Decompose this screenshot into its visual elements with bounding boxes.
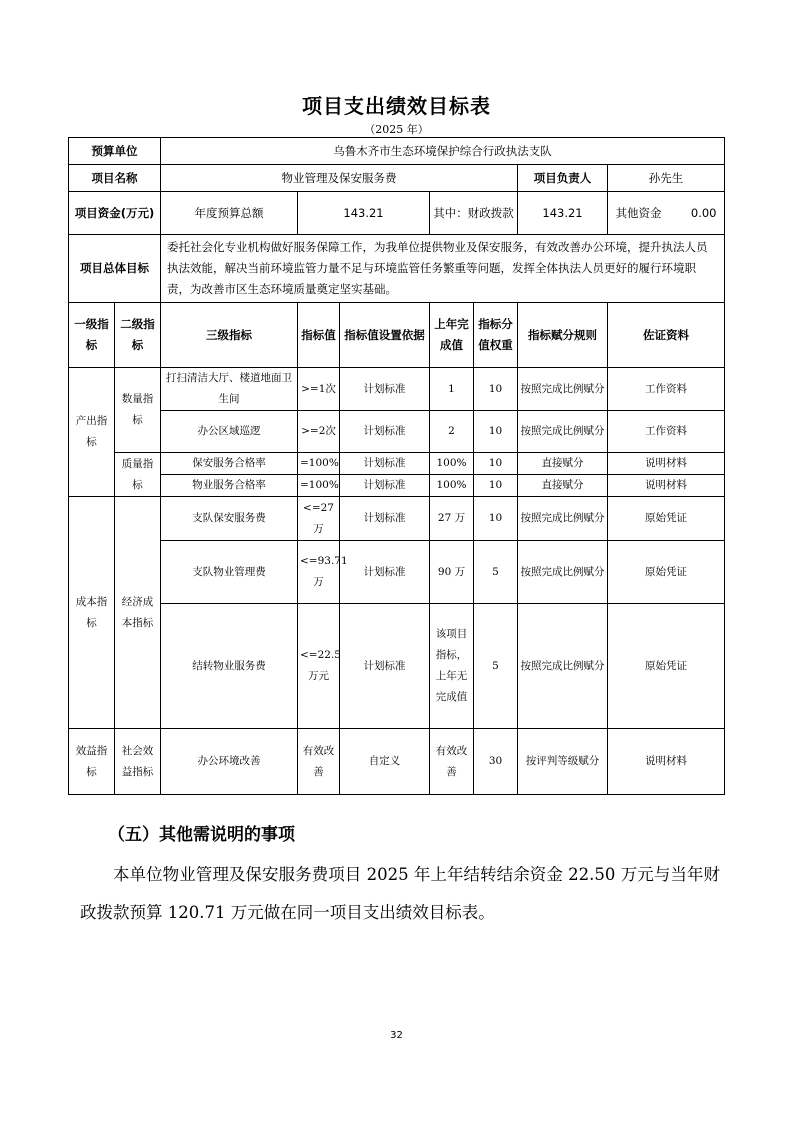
cell-name: 保安服务合格率 (161, 453, 298, 475)
cell-basis: 计划标准 (340, 453, 430, 475)
cell-name: 物业服务合格率 (161, 475, 298, 497)
group-quality: 质量指标 (115, 453, 161, 497)
cell-basis: 计划标准 (340, 604, 430, 729)
cell-basis: 计划标准 (340, 475, 430, 497)
page-title: 项目支出绩效目标表 (302, 94, 491, 118)
other-funds-value: 0.00 (690, 205, 717, 220)
table-row (69, 411, 725, 453)
cell-value: <=93.71 万 (298, 541, 340, 604)
project-name-label: 项目名称 (69, 165, 161, 192)
cell-rule: 按评判等级赋分 (518, 729, 608, 795)
table-row (69, 541, 725, 604)
cell-weight: 5 (474, 604, 518, 729)
cell-basis: 自定义 (340, 729, 430, 795)
group-benefit: 效益指标 (69, 729, 115, 795)
table-row (69, 453, 725, 475)
page-number: 32 (390, 1030, 403, 1041)
budget-unit-value: 乌鲁木齐市生态环境保护综合行政执法支队 (161, 138, 725, 165)
group-social-benefit: 社会效益指标 (115, 729, 161, 795)
cell-rule: 按照完成比例赋分 (518, 604, 608, 729)
annual-total-label: 年度预算总额 (161, 192, 298, 235)
table-row (69, 368, 725, 411)
table-row (69, 475, 725, 497)
cell-name: 打扫清洁大厅、楼道地面卫生间 (161, 368, 298, 411)
col-last-year: 上年完成值 (430, 303, 474, 368)
cell-last: 该项目指标，上年无完成值 (430, 604, 474, 729)
cell-name: 办公区域巡逻 (161, 411, 298, 453)
annual-total-value: 143.21 (298, 192, 430, 235)
cell-last: 27 万 (430, 497, 474, 541)
cell-weight: 5 (474, 541, 518, 604)
cell-basis: 计划标准 (340, 497, 430, 541)
cell-weight: 10 (474, 411, 518, 453)
col-level3: 三级指标 (161, 303, 298, 368)
cell-evidence: 工作资料 (608, 411, 725, 453)
group-cost: 成本指标 (69, 497, 115, 729)
table-row (69, 604, 725, 729)
group-quantity: 数量指标 (115, 368, 161, 453)
cell-last: 100% (430, 453, 474, 475)
funds-label: 项目资金(万元) (69, 192, 161, 235)
cell-last: 100% (430, 475, 474, 497)
cell-last: 2 (430, 411, 474, 453)
cell-weight: 10 (474, 475, 518, 497)
cell-value: <=22.5 万元 (298, 604, 340, 729)
cell-basis: 计划标准 (340, 541, 430, 604)
cell-value: <=27万 (298, 497, 340, 541)
cell-rule: 按照完成比例赋分 (518, 411, 608, 453)
other-funds-cell (608, 192, 725, 235)
col-value: 指标值 (298, 303, 340, 368)
cell-weight: 10 (474, 368, 518, 411)
fiscal-value: 143.21 (518, 192, 608, 235)
cell-rule: 直接赋分 (518, 475, 608, 497)
group-economic-cost: 经济成本指标 (115, 497, 161, 729)
table-row (69, 497, 725, 541)
cell-evidence: 原始凭证 (608, 604, 725, 729)
cell-evidence: 工作资料 (608, 368, 725, 411)
cell-basis: 计划标准 (340, 368, 430, 411)
cell-rule: 按照完成比例赋分 (518, 541, 608, 604)
cell-value: 有效改善 (298, 729, 340, 795)
cell-evidence: 原始凭证 (608, 541, 725, 604)
cell-weight: 10 (474, 453, 518, 475)
group-output: 产出指标 (69, 368, 115, 497)
cell-evidence: 说明材料 (608, 453, 725, 475)
col-level2: 二级指标 (115, 303, 161, 368)
col-weight: 指标分值权重 (474, 303, 518, 368)
cell-evidence: 说明材料 (608, 475, 725, 497)
cell-weight: 30 (474, 729, 518, 795)
cell-value: =100% (298, 453, 340, 475)
manager-label: 项目负责人 (518, 165, 608, 192)
cell-weight: 10 (474, 497, 518, 541)
cell-rule: 直接赋分 (518, 453, 608, 475)
section-paragraph: 本单位物业管理及保安服务费项目 2025 年上年结转结余资金 22.50 万元与当年财政拨款预算 120.71 万元做在同一项目支出绩效目标表。 (80, 865, 720, 922)
year-label: （2025 年） (364, 123, 429, 136)
cell-name: 支队保安服务费 (161, 497, 298, 541)
cell-value: >=2次 (298, 411, 340, 453)
goal-text: 委托社会化专业机构做好服务保障工作，为我单位提供物业及保安服务，有效改善办公环境，提升执法人员执法效能，解决当前环境监管力量不足与环境监管任务繁重等问题，发挥全体执法人员更好的履行环境职责，为改善市区生态环境质量奠定坚实基础。 (161, 235, 725, 303)
cell-value: =100% (298, 475, 340, 497)
budget-unit-label: 预算单位 (69, 138, 161, 165)
cell-name: 办公环境改善 (161, 729, 298, 795)
cell-rule: 按照完成比例赋分 (518, 368, 608, 411)
cell-name: 结转物业服务费 (161, 604, 298, 729)
other-funds-label: 其他资金 (615, 205, 662, 220)
col-evidence: 佐证资料 (608, 303, 725, 368)
fiscal-label: 其中：财政拨款 (430, 192, 518, 235)
project-name-value: 物业管理及保安服务费 (161, 165, 518, 192)
table-row (69, 729, 725, 795)
cell-name: 支队物业管理费 (161, 541, 298, 604)
cell-evidence: 原始凭证 (608, 497, 725, 541)
manager-value: 孙先生 (608, 165, 725, 192)
cell-rule: 按照完成比例赋分 (518, 497, 608, 541)
cell-last: 有效改善 (430, 729, 474, 795)
cell-evidence: 说明材料 (608, 729, 725, 795)
performance-target-table (68, 137, 725, 795)
col-level1: 一级指标 (69, 303, 115, 368)
col-basis: 指标值设置依据 (340, 303, 430, 368)
goal-label: 项目总体目标 (69, 235, 161, 303)
section-heading: （五）其他需说明的事项 (108, 825, 295, 845)
cell-last: 90 万 (430, 541, 474, 604)
cell-basis: 计划标准 (340, 411, 430, 453)
cell-last: 1 (430, 368, 474, 411)
col-rule: 指标赋分规则 (518, 303, 608, 368)
cell-value: >=1次 (298, 368, 340, 411)
